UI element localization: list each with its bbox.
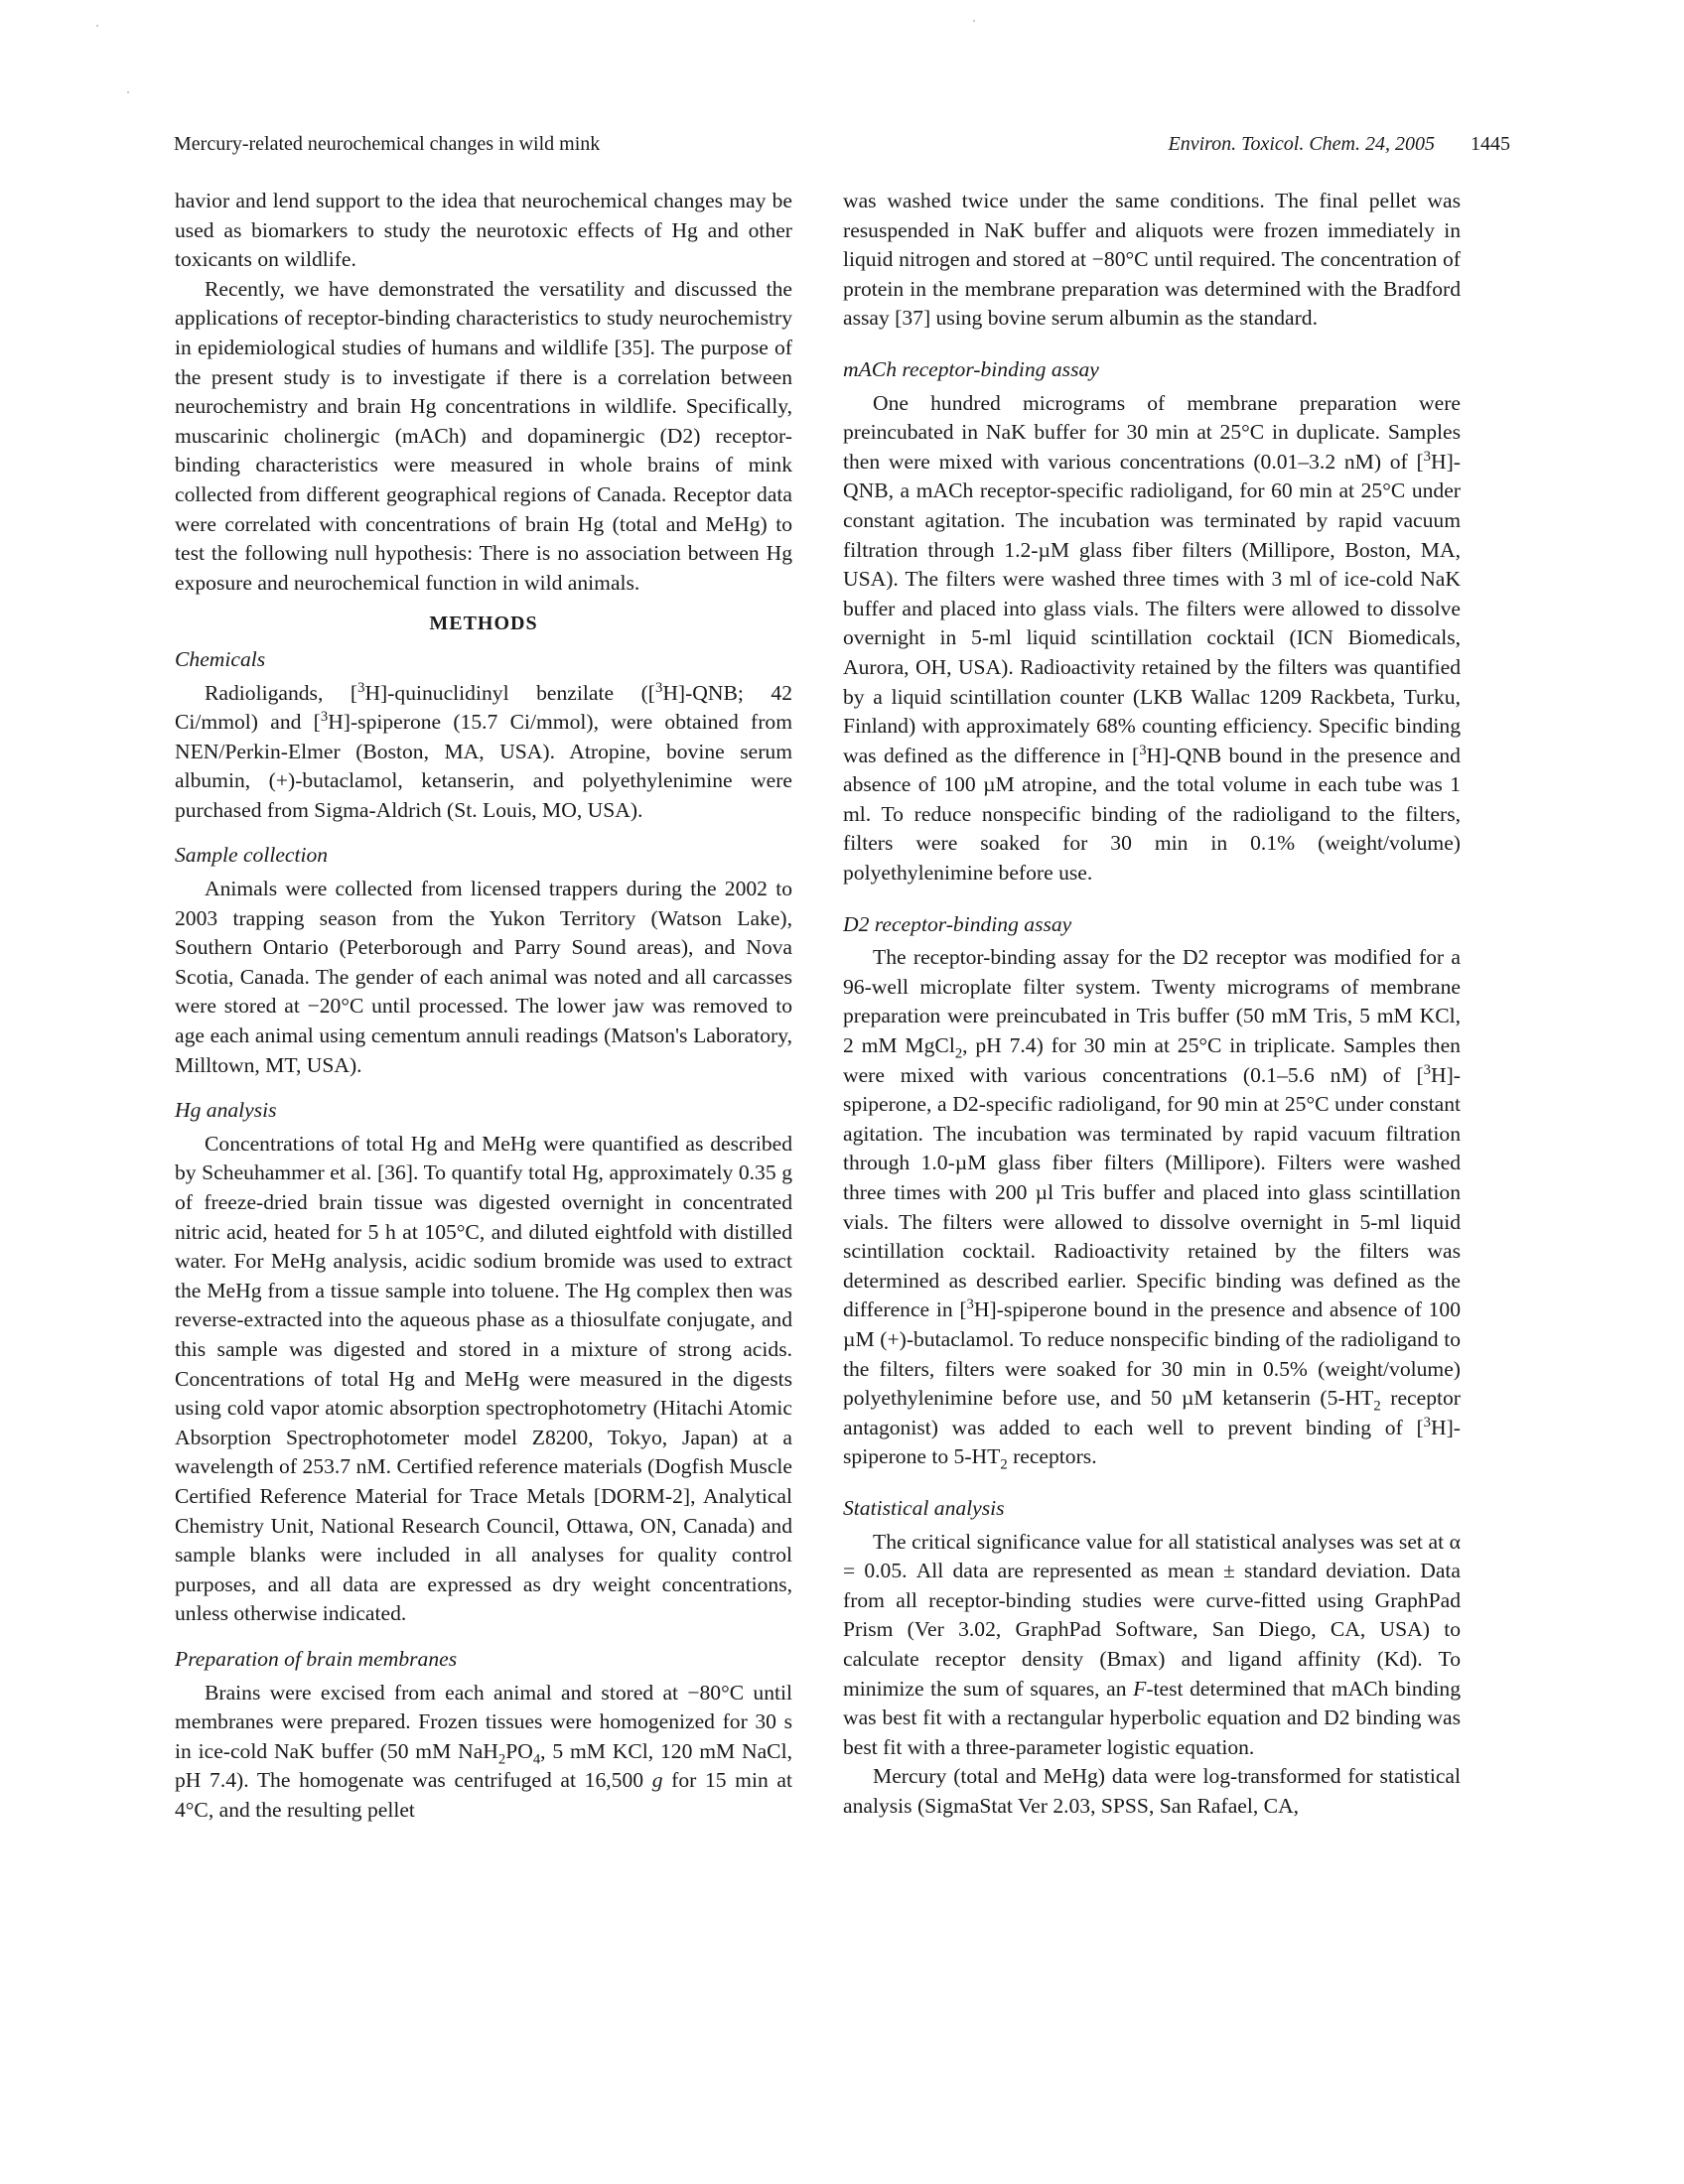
hg-analysis-heading: Hg analysis bbox=[175, 1098, 277, 1123]
journal-citation bbox=[1168, 133, 1510, 156]
running-title: Mercury-related neurochemical changes in wild mink bbox=[174, 133, 601, 155]
methods-heading: METHODS bbox=[429, 613, 538, 635]
scan-artifact bbox=[96, 25, 98, 27]
intro-paragraph: Recently, we have demonstrated the versatility and discussed the applications of receptor-binding characteristics to study neurochemistry in epidemiological studies of humans and wildlife [35]. The purpose of the present study is to investigate if there is a correlation between neurochemistry and brain Hg concentrations in wildlife. Specifically, muscarinic cholinergic (mACh) and dopaminergic (D2) receptor-binding characteristics were measured in whole brains of mink collected from different geographical regions of Canada. Receptor data were correlated with concentrations of brain Hg (total and MeHg) to test the following null hypothesis: There is no association between Hg exposure and neurochemical function in wild animals. bbox=[175, 276, 792, 595]
left-column bbox=[175, 187, 792, 1825]
brain-membranes-heading: Preparation of brain membranes bbox=[175, 1646, 458, 1671]
brain-membranes-continuation: was washed twice under the same conditions. The final pellet was resuspended in NaK buffer and aliquots were frozen immediately in liquid nitrogen and stored at −80°C until required. The concentration of protein in the membrane preparation was determined with the Bradford assay [37] using bovine serum albumin as the standard. bbox=[843, 189, 1461, 331]
d2-assay-paragraph: The receptor-binding assay for the D2 receptor was modified for a 96-well microplate filter system. Twenty micrograms of membrane preparation were preincubated in Tris buffer (50 mM Tris, 5 mM KCl, 2 mM MgCl$_2$, pH 7.4) for 30 min at 25°C in triplicate. Samples then were mixed with various concentrations (0.1–5.6 nM) of [$^3$H]-spiperone, a D2-specific radioligand, for 90 min at 25°C under constant agitation. The incubation was terminated by rapid vacuum filtration through 1.0-µM glass fiber filters (Millipore). Filters were washed three times with 200 µl Tris buffer and placed into glass scintillation vials. The filters were allowed to dissolve overnight in 5-ml liquid scintillation cocktail. Radioactivity retained by the filters was determined as described earlier. Specific binding was defined as the difference in [$^3$H]-spiperone bound in the presence and absence of 100 µM (+)-butaclamol. To reduce nonspecific binding of the radioligand to the filters, filters were soaked for 30 min in 0.5% (weight/volume) polyethylenimine before use, and 50 µM ketanserin ($5-HT_2$ receptor antagonist) was added to each well to prevent binding of [$^3$H]-spiperone to $5-HT_2$ receptors. bbox=[843, 945, 1461, 1473]
mach-assay-heading: mACh receptor-binding assay bbox=[843, 356, 1099, 381]
mercury-statistics-paragraph: Mercury (total and MeHg) data were log-transformed for statistical analysis (SigmaStat Ver 2.03, SPSS, San Rafael, CA, bbox=[843, 1764, 1461, 1818]
intro-continuation: havior and lend support to the idea that neurochemical changes may be used as biomarkers to study the neurotoxic effects of Hg and other toxicants on wildlife. bbox=[175, 189, 792, 272]
journal-name: Environ. Toxicol. Chem. 24, 2005 bbox=[1168, 133, 1435, 155]
d2-assay-heading: D2 receptor-binding assay bbox=[843, 911, 1072, 936]
page-number: 1445 bbox=[1471, 133, 1510, 155]
scan-artifact bbox=[973, 20, 975, 22]
chemicals-heading: Chemicals bbox=[175, 646, 266, 671]
hg-analysis-paragraph: Concentrations of total Hg and MeHg were quantified as described by Scheuhammer et al. [36]. To quantify total Hg, approximately 0.35 g of freeze-dried brain tissue was digested overnight in concentrated nitric acid, heated for 5 h at 105°C, and diluted eightfold with distilled water. For MeHg analysis, acidic sodium bromide was used to extract the MeHg from a tissue sample into toluene. The Hg complex then was reverse-extracted into the aqueous phase as a thiosulfate conjugate, and this sample was digested and stored in a mixture of strong acids. Concentrations of total Hg and MeHg were measured in the digests using cold vapor atomic absorption spectrophotometry (Hitachi Atomic Absorption Spectrophotometer model Z8200, Tokyo, Japan) at a wavelength of 253.7 nM. Certified reference materials (Dogfish Muscle Certified Reference Material for Trace Metals [DORM-2], Analytical Chemistry Unit, National Research Council, Ottawa, ON, Canada) and sample blanks were included in all analyses for quality control purposes, and all data are expressed as dry weight concentrations, unless otherwise indicated. bbox=[175, 1131, 792, 1626]
brain-membranes-paragraph: Brains were excised from each animal and stored at −80°C until membranes were prepared. Frozen tissues were homogenized for 30 s in ice-cold NaK buffer (50 mM $NaH_2PO_4$, 5 mM KCl, 120 mM NaCl, pH 7.4). The homogenate was centrifuged at 16,500 g for 15 min at 4°C, and the resulting pellet bbox=[175, 1680, 792, 1822]
right-column bbox=[843, 187, 1461, 1821]
statistical-analysis-heading: Statistical analysis bbox=[843, 1495, 1005, 1520]
running-header bbox=[174, 133, 1510, 163]
sample-collection-paragraph: Animals were collected from licensed trappers during the 2002 to 2003 trapping season from the Yukon Territory (Watson Lake), Southern Ontario (Peterborough and Parry Sound areas), and Nova Scotia, Canada. The gender of each animal was noted and all carcasses were stored at −20°C until processed. The lower jaw was removed to age each animal using cementum annuli readings (Matson's Laboratory, Milltown, MT, USA). bbox=[175, 877, 792, 1077]
statistical-analysis-paragraph: The critical significance value for all statistical analyses was set at α = 0.05. All data are represented as mean ± standard deviation. Data from all receptor-binding studies were curve-fitted using GraphPad Prism (Ver 3.02, GraphPad Software, San Diego, CA, USA) to calculate receptor density (Bmax) and ligand affinity (Kd). To minimize the sum of squares, an F-test determined that mACh binding was best fit with a rectangular hyperbolic equation and D2 binding was best fit with a three-parameter logistic equation. bbox=[843, 1529, 1461, 1759]
mach-assay-paragraph: One hundred micrograms of membrane preparation were preincubated in NaK buffer for 30 min at 25°C in duplicate. Samples then were mixed with various concentrations (0.01–3.2 nM) of [$^3$H]-QNB, a mACh receptor-specific radioligand, for 60 min at 25°C under constant agitation. The incubation was terminated by rapid vacuum filtration through 1.2-µM glass fiber filters (Millipore, Boston, MA, USA). The filters were washed three times with 3 ml of ice-cold NaK buffer and placed into glass vials. The filters were allowed to dissolve overnight in 5-ml liquid scintillation cocktail (ICN Biomedicals, Aurora, OH, USA). Radioactivity retained by the filters was quantified by a liquid scintillation counter (LKB Wallac 1209 Rackbeta, Turku, Finland) with approximately 68% counting efficiency. Specific binding was defined as the difference in [$^3$H]-QNB bound in the presence and absence of 100 µM atropine, and the total volume in each tube was 1 ml. To reduce nonspecific binding of the radioligand to the filters, filters were soaked for 30 min in 0.1% (weight/volume) polyethylenimine before use. bbox=[843, 390, 1461, 886]
sample-collection-heading: Sample collection bbox=[175, 843, 329, 868]
scan-artifact bbox=[127, 91, 129, 93]
chemicals-paragraph: Radioligands, [$^3$H]-quinuclidinyl benzilate ([$^3$H]-QNB; 42 Ci/mmol) and [$^3$H]-spiperone (15.7 Ci/mmol), were obtained from NEN/Perkin-Elmer (Boston, MA, USA). Atropine, bovine serum albumin, (+)-butaclamol, ketanserin, and polyethylenimine were purchased from Sigma-Aldrich (St. Louis, MO, USA). bbox=[175, 679, 793, 822]
